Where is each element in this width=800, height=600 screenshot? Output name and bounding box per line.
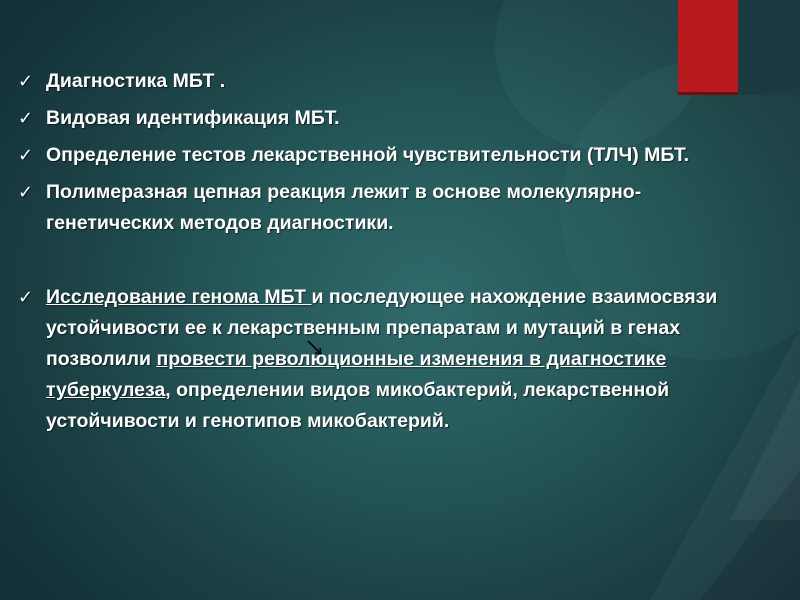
bullet-item bbox=[18, 177, 738, 239]
bullet-item bbox=[18, 140, 738, 171]
bullet-text: , определении видов микобактерий, лекарственной устойчивости и генотипов микобактерий. bbox=[46, 379, 670, 432]
underlined-text: Исследование генома МБТ bbox=[46, 286, 312, 308]
bullet-text: и последующее нахождение взаимосвязи устойчивости ее к лекарственным препаратам и мутаций в генах позволили bbox=[46, 286, 718, 370]
bullet-text: Диагностика МБТ . bbox=[46, 70, 226, 92]
checkmark-icon: ✓ bbox=[18, 145, 34, 165]
bullet-item bbox=[18, 282, 738, 437]
bullet-item bbox=[18, 103, 738, 134]
bullet-list bbox=[18, 66, 738, 443]
checkmark-icon: ✓ bbox=[18, 71, 34, 91]
checkmark-icon: ✓ bbox=[18, 287, 34, 307]
checkmark-icon: ✓ bbox=[18, 182, 34, 202]
bullet-text: Определение тестов лекарственной чувствительности (ТЛЧ) МБТ. bbox=[46, 144, 690, 166]
underlined-text: провести революционные изменения в диагностике туберкулеза bbox=[46, 348, 667, 401]
mouse-cursor-icon bbox=[306, 339, 324, 357]
accent-dark-panel bbox=[738, 0, 800, 95]
bullet-item bbox=[18, 66, 738, 97]
checkmark-icon: ✓ bbox=[18, 108, 34, 128]
bullet-text: Видовая идентификация МБТ. bbox=[46, 107, 340, 129]
bullet-text: Полимеразная цепная реакция лежит в основе молекулярно-генетических методов диагностики. bbox=[46, 181, 642, 234]
